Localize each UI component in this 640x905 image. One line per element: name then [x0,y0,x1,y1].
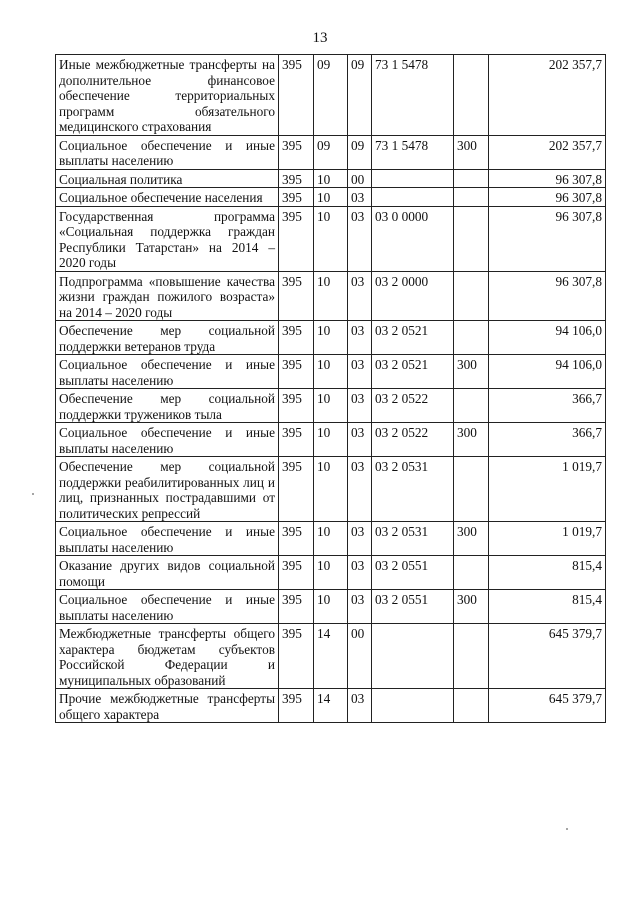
subsection-code: 03 [348,206,372,271]
table-row [56,169,606,188]
amount: 202 357,7 [489,55,606,136]
amount: 1 019,7 [489,522,606,556]
expense-type-code: 300 [454,135,489,169]
subsection-code: 03 [348,423,372,457]
expense-type-code [454,556,489,590]
section-code: 14 [314,689,348,723]
subsection-code: 03 [348,321,372,355]
section-code: 10 [314,423,348,457]
row-name: Социальное обеспечение населения [56,188,279,207]
table-row [56,457,606,522]
section-code: 10 [314,355,348,389]
row-name: Оказание других видов социальной помощи [56,556,279,590]
amount: 96 307,8 [489,188,606,207]
subsection-code: 03 [348,522,372,556]
amount: 96 307,8 [489,271,606,321]
row-name: Социальное обеспечение и иные выплаты населению [56,522,279,556]
ministry-code: 395 [279,188,314,207]
table-row [56,522,606,556]
target-article-code: 03 2 0522 [372,389,454,423]
expense-type-code [454,389,489,423]
scan-dot [566,828,568,830]
section-code: 10 [314,556,348,590]
ministry-code: 395 [279,135,314,169]
row-name: Межбюджетные трансферты общего характера бюджетам субъектов Российской Федерации и муниципальных образований [56,624,279,689]
row-name: Социальное обеспечение и иные выплаты населению [56,135,279,169]
subsection-code: 03 [348,556,372,590]
subsection-code: 09 [348,135,372,169]
section-code: 09 [314,135,348,169]
amount: 96 307,8 [489,206,606,271]
row-name: Прочие межбюджетные трансферты общего характера [56,689,279,723]
table-row [56,206,606,271]
section-code: 10 [314,321,348,355]
target-article-code [372,689,454,723]
row-name: Социальная политика [56,169,279,188]
expense-type-code [454,271,489,321]
expense-type-code [454,206,489,271]
amount: 94 106,0 [489,355,606,389]
section-code: 10 [314,188,348,207]
expense-type-code: 300 [454,522,489,556]
table-row [56,321,606,355]
amount: 645 379,7 [489,689,606,723]
table-row [56,689,606,723]
section-code: 10 [314,271,348,321]
ministry-code: 395 [279,271,314,321]
section-code: 10 [314,457,348,522]
subsection-code: 00 [348,624,372,689]
target-article-code [372,169,454,188]
scan-dot [32,493,34,495]
table-row [56,423,606,457]
expense-type-code [454,55,489,136]
amount: 1 019,7 [489,457,606,522]
amount: 94 106,0 [489,321,606,355]
subsection-code: 03 [348,457,372,522]
amount: 366,7 [489,389,606,423]
subsection-code: 09 [348,55,372,136]
table-row [56,188,606,207]
table-row [56,271,606,321]
subsection-code: 03 [348,389,372,423]
subsection-code: 03 [348,689,372,723]
target-article-code: 03 2 0000 [372,271,454,321]
subsection-code: 03 [348,355,372,389]
row-name: Иные межбюджетные трансферты на дополнительное финансовое обеспечение территориальных программ обязательного медицинского страхования [56,55,279,136]
ministry-code: 395 [279,55,314,136]
row-name: Государственная программа «Социальная поддержка граждан Республики Татарстан» на 2014 – 2020 годы [56,206,279,271]
ministry-code: 395 [279,689,314,723]
amount: 96 307,8 [489,169,606,188]
target-article-code: 03 2 0551 [372,556,454,590]
target-article-code: 73 1 5478 [372,135,454,169]
target-article-code: 03 2 0531 [372,522,454,556]
row-name: Социальное обеспечение и иные выплаты населению [56,355,279,389]
target-article-code: 73 1 5478 [372,55,454,136]
table-row [56,135,606,169]
budget-table [55,54,606,723]
table-row [56,590,606,624]
expense-type-code [454,321,489,355]
ministry-code: 395 [279,206,314,271]
expense-type-code: 300 [454,590,489,624]
expense-type-code: 300 [454,355,489,389]
target-article-code: 03 2 0531 [372,457,454,522]
ministry-code: 395 [279,556,314,590]
ministry-code: 395 [279,522,314,556]
section-code: 10 [314,169,348,188]
section-code: 10 [314,590,348,624]
expense-type-code [454,624,489,689]
table-row [56,624,606,689]
ministry-code: 395 [279,169,314,188]
target-article-code: 03 2 0521 [372,321,454,355]
ministry-code: 395 [279,457,314,522]
amount: 645 379,7 [489,624,606,689]
target-article-code: 03 2 0522 [372,423,454,457]
subsection-code: 00 [348,169,372,188]
table-row [56,55,606,136]
amount: 202 357,7 [489,135,606,169]
subsection-code: 03 [348,271,372,321]
row-name: Обеспечение мер социальной поддержки тружеников тыла [56,389,279,423]
ministry-code: 395 [279,624,314,689]
section-code: 14 [314,624,348,689]
subsection-code: 03 [348,188,372,207]
ministry-code: 395 [279,321,314,355]
expense-type-code [454,169,489,188]
amount: 815,4 [489,590,606,624]
amount: 366,7 [489,423,606,457]
expense-type-code [454,188,489,207]
section-code: 09 [314,55,348,136]
table-row [56,355,606,389]
row-name: Обеспечение мер социальной поддержки ветеранов труда [56,321,279,355]
expense-type-code [454,689,489,723]
page-number: 13 [312,30,328,46]
budget-table-body [56,55,606,723]
target-article-code: 03 2 0551 [372,590,454,624]
row-name: Социальное обеспечение и иные выплаты населению [56,590,279,624]
ministry-code: 395 [279,355,314,389]
row-name: Обеспечение мер социальной поддержки реабилитированных лиц и лиц, признанных пострадавшими от политических репрессий [56,457,279,522]
target-article-code [372,188,454,207]
section-code: 10 [314,389,348,423]
target-article-code: 03 2 0521 [372,355,454,389]
row-name: Подпрограмма «повышение качества жизни граждан пожилого возраста» на 2014 – 2020 годы [56,271,279,321]
table-row [56,389,606,423]
amount: 815,4 [489,556,606,590]
target-article-code: 03 0 0000 [372,206,454,271]
row-name: Социальное обеспечение и иные выплаты населению [56,423,279,457]
target-article-code [372,624,454,689]
section-code: 10 [314,522,348,556]
section-code: 10 [314,206,348,271]
ministry-code: 395 [279,590,314,624]
ministry-code: 395 [279,389,314,423]
ministry-code: 395 [279,423,314,457]
expense-type-code [454,457,489,522]
expense-type-code: 300 [454,423,489,457]
subsection-code: 03 [348,590,372,624]
table-row [56,556,606,590]
